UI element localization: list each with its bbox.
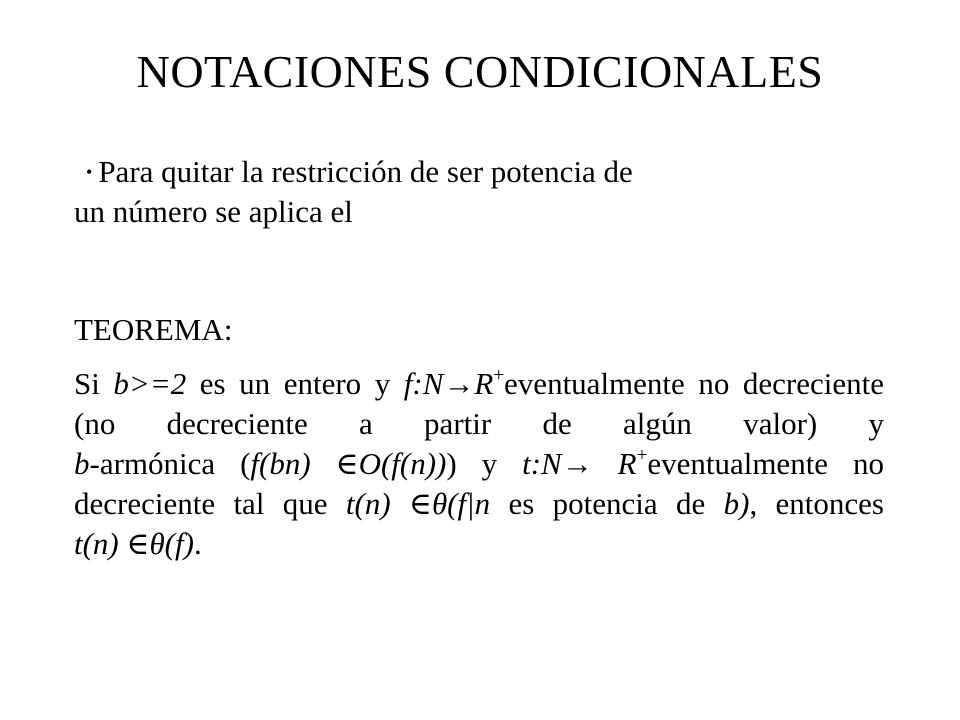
theorem-run: eventualmente no decreciente (no decreciente a partir de algún valor) y xyxy=(74,366,884,441)
theorem-run: , entonces xyxy=(749,486,884,521)
theorem-run: -armónica ( xyxy=(89,446,251,481)
theorem-math-b: b xyxy=(74,446,90,481)
bullet-paragraph xyxy=(74,152,884,232)
theorem-text xyxy=(74,364,884,564)
theorem-math-t-mapping: t:N→ R xyxy=(522,446,637,481)
theorem-run: . xyxy=(193,526,202,561)
bullet-text-line2: un número se aplica el xyxy=(74,194,353,229)
theorem-math-t-theta-cond: t(n) ∈θ(f|n xyxy=(345,486,491,521)
theorem-run: ) y xyxy=(446,446,523,481)
slide-title: NOTACIONES CONDICIONALES xyxy=(136,46,824,97)
theorem-run: es potencia de xyxy=(490,486,724,521)
theorem-math-conclusion: t(n) ∈θ(f) xyxy=(74,526,194,561)
superscript-plus: + xyxy=(636,445,648,466)
bullet-dot: • xyxy=(86,162,93,182)
theorem-math-b-close: b) xyxy=(723,486,750,521)
theorem-heading: TEOREMA: xyxy=(74,312,233,347)
theorem-math-b-condition: b>=2 xyxy=(113,366,187,401)
theorem-run: Si xyxy=(74,366,114,401)
theorem-math-harmonic: f(bn) ∈O(f(n)) xyxy=(250,446,447,481)
superscript-plus: + xyxy=(493,365,505,386)
theorem-math-f-mapping: f:N→R xyxy=(403,366,494,401)
theorem-run: eventualmente no decreciente tal que xyxy=(74,446,885,521)
theorem-run: es un entero y xyxy=(186,366,404,401)
slide-body xyxy=(74,152,884,564)
bullet-text-line1: Para quitar la restricción de ser potencia de xyxy=(98,154,633,189)
